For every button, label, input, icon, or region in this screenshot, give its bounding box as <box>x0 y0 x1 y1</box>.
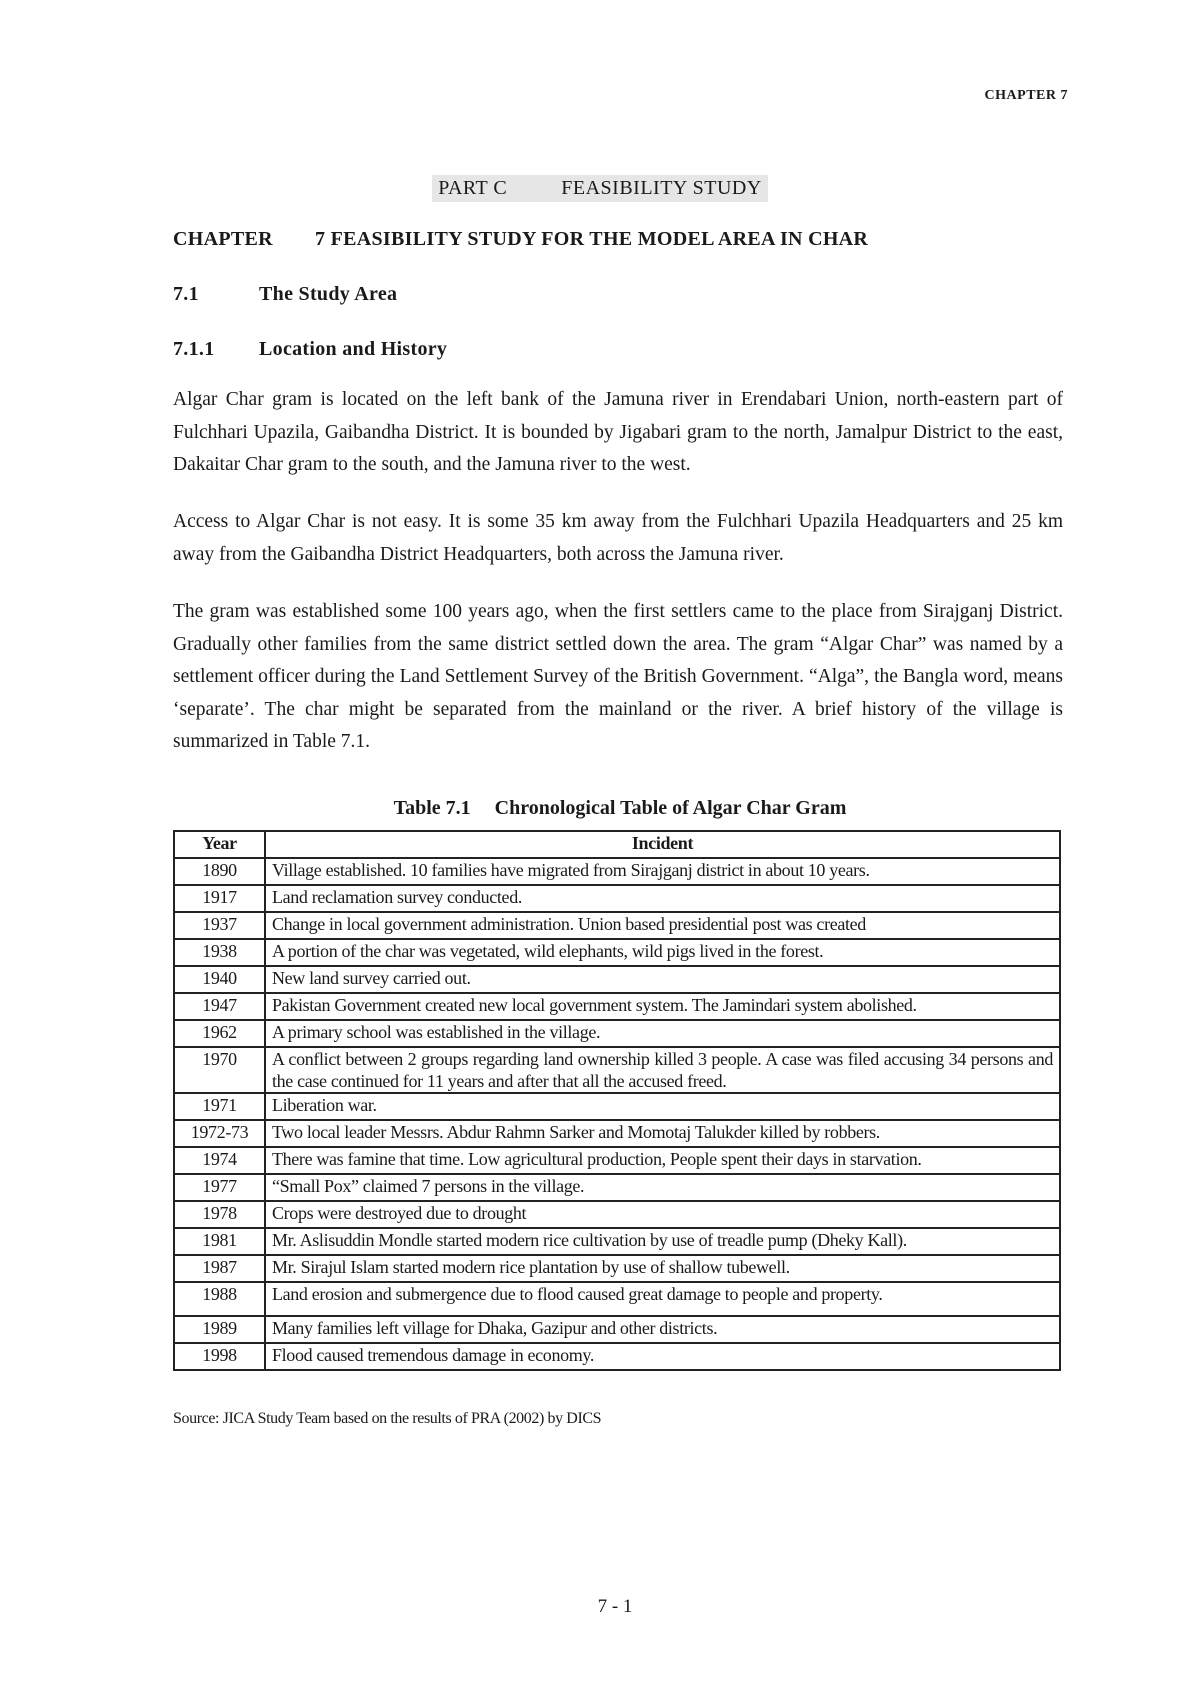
row-incident: Village established. 10 families have migrated from Sirajganj district in about 10 years. <box>265 858 1060 885</box>
table-row <box>174 1343 1060 1370</box>
chapter-heading <box>173 228 868 251</box>
row-year: 1971 <box>174 1093 265 1120</box>
row-year: 1974 <box>174 1147 265 1174</box>
header-year: Year <box>174 831 265 858</box>
row-incident: Change in local government administration. Union based presidential post was created <box>265 912 1060 939</box>
row-year: 1972-73 <box>174 1120 265 1147</box>
row-incident: Crops were destroyed due to drought <box>265 1201 1060 1228</box>
chapter-title: 7 FEASIBILITY STUDY FOR THE MODEL AREA IN CHAR <box>315 228 869 250</box>
table-caption <box>0 797 1200 820</box>
header-incident: Incident <box>265 831 1060 858</box>
row-incident: Flood caused tremendous damage in economy. <box>265 1343 1060 1370</box>
running-header: CHAPTER 7 <box>984 88 1068 103</box>
table-row <box>174 1316 1060 1343</box>
row-incident: A primary school was established in the village. <box>265 1020 1060 1047</box>
table-row <box>174 1282 1060 1316</box>
subsection-heading <box>173 338 447 361</box>
section-number: 7.1 <box>173 283 199 305</box>
row-incident: Mr. Aslisuddin Mondle started modern rice cultivation by use of treadle pump (Dheky Kall). <box>265 1228 1060 1255</box>
part-label: PART C <box>438 177 508 199</box>
paragraph-access: Access to Algar Char is not easy. It is some 35 km away from the Fulchhari Upazila Headquarters and 25 km away from the Gaibandha District Headquarters, both across the Jamuna river. <box>173 511 1063 565</box>
table-row <box>174 966 1060 993</box>
row-year: 1978 <box>174 1201 265 1228</box>
row-incident: Two local leader Messrs. Abdur Rahmn Sarker and Momotaj Talukder killed by robbers. <box>265 1120 1060 1147</box>
row-year: 1890 <box>174 858 265 885</box>
table-row <box>174 993 1060 1020</box>
table-header-row <box>174 831 1060 858</box>
row-incident: Land erosion and submergence due to flood caused great damage to people and property. <box>265 1282 1060 1316</box>
table-row <box>174 858 1060 885</box>
row-incident: A conflict between 2 groups regarding land ownership killed 3 people. A case was filed accusing 34 persons and the case continued for 11 years and after that all the accused freed. <box>265 1047 1060 1093</box>
table-row <box>174 1228 1060 1255</box>
page-number: 7 - 1 <box>597 1596 633 1617</box>
table-row <box>174 1201 1060 1228</box>
table-row <box>174 1020 1060 1047</box>
row-incident: Many families left village for Dhaka, Gazipur and other districts. <box>265 1316 1060 1343</box>
row-year: 1987 <box>174 1255 265 1282</box>
section-title: The Study Area <box>259 283 398 305</box>
row-year: 1938 <box>174 939 265 966</box>
table-row <box>174 912 1060 939</box>
row-incident: A portion of the char was vegetated, wild elephants, wild pigs lived in the forest. <box>265 939 1060 966</box>
row-year: 1981 <box>174 1228 265 1255</box>
row-year: 1977 <box>174 1174 265 1201</box>
table-row <box>174 1120 1060 1147</box>
row-year: 1989 <box>174 1316 265 1343</box>
part-heading: FEASIBILITY STUDY <box>561 177 762 199</box>
table-row <box>174 1093 1060 1120</box>
row-incident: Liberation war. <box>265 1093 1060 1120</box>
row-year: 1998 <box>174 1343 265 1370</box>
subsection-title: Location and History <box>259 338 448 360</box>
part-title <box>0 175 1200 202</box>
table-row <box>174 1147 1060 1174</box>
chronological-table <box>173 830 1061 1371</box>
row-year: 1937 <box>174 912 265 939</box>
row-year: 1917 <box>174 885 265 912</box>
paragraph-history: The gram was established some 100 years ago, when the first settlers came to the place from Sirajganj District. Gradually other families from the same district settled down the area. The gram “Algar Char” was named by a settlement officer during the Land Settlement Survey of the British Government. “Alga”, the Bangla word, means ‘separate’. The char might be separated from the mainland or the river. A brief history of the village is summarized in Table 7.1. <box>173 601 1063 752</box>
row-incident: Mr. Sirajul Islam started modern rice plantation by use of shallow tubewell. <box>265 1255 1060 1282</box>
row-year: 1940 <box>174 966 265 993</box>
table-row <box>174 939 1060 966</box>
part-title-box <box>432 175 768 202</box>
row-year: 1988 <box>174 1282 265 1316</box>
row-incident: There was famine that time. Low agricultural production, People spent their days in starvation. <box>265 1147 1060 1174</box>
chapter-label: CHAPTER <box>173 228 273 250</box>
row-incident: Pakistan Government created new local government system. The Jamindari system abolished. <box>265 993 1060 1020</box>
row-year: 1970 <box>174 1047 265 1093</box>
table-number: Table 7.1 <box>393 797 471 819</box>
table-title: Chronological Table of Algar Char Gram <box>494 797 847 819</box>
subsection-number: 7.1.1 <box>173 338 215 360</box>
row-incident: New land survey carried out. <box>265 966 1060 993</box>
section-heading <box>173 283 397 306</box>
row-incident: Land reclamation survey conducted. <box>265 885 1060 912</box>
table-row <box>174 1255 1060 1282</box>
table-row <box>174 1174 1060 1201</box>
row-year: 1962 <box>174 1020 265 1047</box>
table-row <box>174 1047 1060 1093</box>
row-incident: “Small Pox” claimed 7 persons in the village. <box>265 1174 1060 1201</box>
table-row <box>174 885 1060 912</box>
row-year: 1947 <box>174 993 265 1020</box>
paragraph-location: Algar Char gram is located on the left bank of the Jamuna river in Erendabari Union, north-eastern part of Fulchhari Upazila, Gaibandha District. It is bounded by Jigabari gram to the north, Jamalpur District to the east, Dakaitar Char gram to the south, and the Jamuna river to the west. <box>173 389 1063 475</box>
table-source-note: Source: JICA Study Team based on the results of PRA (2002) by DICS <box>173 1410 602 1427</box>
